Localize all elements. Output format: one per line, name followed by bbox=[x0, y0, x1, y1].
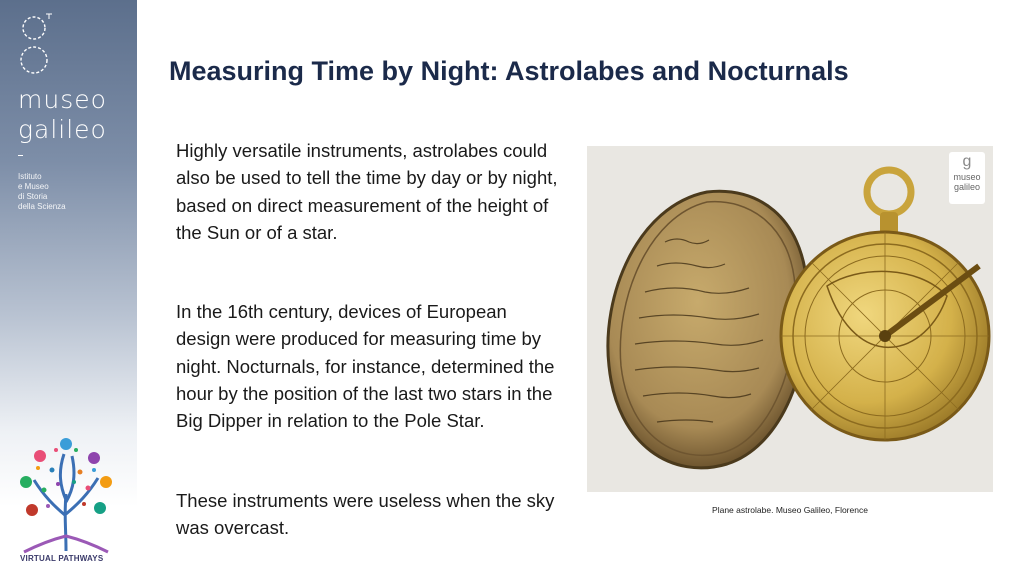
tree-icon bbox=[14, 436, 118, 554]
astrolabe-illustration bbox=[587, 146, 993, 492]
virtual-pathways-logo bbox=[14, 436, 118, 566]
slide-title: Measuring Time by Night: Astrolabes and Nocturnals bbox=[169, 56, 849, 86]
logo-subtitle bbox=[18, 172, 118, 212]
logo-subtitle-line: della Scienza bbox=[18, 202, 66, 211]
logo-word-galileo: galileo bbox=[18, 115, 107, 144]
logo-word-museo: museo bbox=[18, 85, 107, 114]
watermark-line: museo bbox=[953, 172, 981, 182]
watermark-line: galileo bbox=[953, 182, 981, 192]
logo-subtitle-line: di Storia bbox=[18, 192, 48, 201]
logo-subtitle-line: e Museo bbox=[18, 182, 49, 191]
body-paragraph: Highly versatile instruments, astrolabes could also be used to tell the time by day or by night, based on direct measurement of the height of the Sun or of a star. bbox=[176, 140, 558, 243]
photo-watermark bbox=[949, 152, 985, 204]
image-caption: Plane astrolabe. Museo Galileo, Florence bbox=[712, 505, 868, 515]
astrolabe-photo bbox=[587, 146, 993, 492]
g-logo-icon bbox=[18, 10, 58, 80]
logo-subtitle-line: Istituto bbox=[18, 172, 42, 181]
museo-galileo-logo bbox=[18, 10, 128, 211]
virtual-pathways-text: VIRTUAL PATHWAYS bbox=[20, 554, 104, 563]
sidebar bbox=[0, 0, 137, 576]
logo-divider bbox=[18, 155, 23, 156]
body-paragraph: In the 16th century, devices of European design were produced for measuring time by night. Nocturnals, for instance, determined the hour by the position of the last two stars in the Big Dipper in relation to the Pole Star. bbox=[176, 301, 555, 432]
astrolabe-ring bbox=[867, 170, 911, 214]
body-paragraph: These instruments were useless when the sky was overcast. bbox=[176, 490, 555, 539]
watermark-g-icon: g bbox=[962, 153, 972, 170]
